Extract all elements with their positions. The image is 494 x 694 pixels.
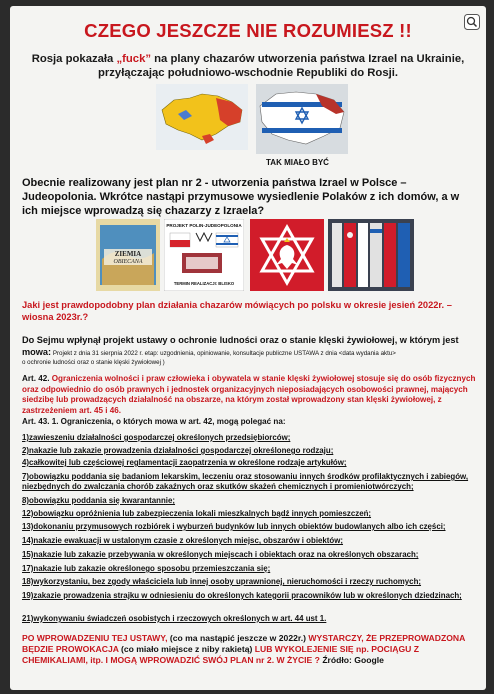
svg-text:TERMIN REALIZACJI: BLISKO: TERMIN REALIZACJI: BLISKO — [173, 281, 235, 286]
source-label: Źródło: Google — [322, 655, 384, 665]
ziemia-obiecana-book-image — [96, 219, 160, 291]
list-item: 17)nakazie lub zakazie określonego sposobu przemieszczania się; — [22, 564, 271, 573]
article-43-heading: Art. 43. 1. Ograniczenia, o których mowa w art. 42, mogą polegać na: — [22, 417, 286, 426]
list-item: 4)całkowitej lub częściowej reglamentacji zaopatrzenia w określone rodzaje artykułów; — [22, 458, 347, 467]
list-item: 8)obowiązku poddania się kwarantannie; — [22, 496, 176, 505]
book-title-line2: OBIECANA — [113, 259, 143, 265]
list-item: 1)zawieszeniu działalności gospodarczej określonych przedsiębiorców; — [22, 433, 291, 442]
list-item: 21)wykonywaniu świadczeń osobistych i rzeczowych określonych w art. 44 ust 1. — [22, 614, 327, 623]
list-item: 15)nakazie lub zakazie przebywania w określonych miejscach i obiektach oraz na określonych obszarach; — [22, 550, 419, 559]
sejm-small-note: o ochronie ludności oraz o stanie klęski żywiołowej ) — [22, 359, 165, 366]
page-title: CZEGO JESZCZE NIE ROZUMIESZ !! — [84, 20, 412, 41]
israel-flag-map-image — [256, 84, 348, 154]
question-heading: Jaki jest prawdopodobny plan działania chazarów mówiących po polsku w okresie jesień 2022r. – wiosna 2023r.? — [22, 300, 452, 322]
flyer-page — [10, 6, 486, 690]
map-caption: TAK MIAŁO BYĆ — [266, 158, 329, 167]
list-item: 18)wykorzystaniu, bez zgody właściciela lub innej osoby uprawnionej, nieruchomości i rzeczy ruchomych; — [22, 577, 422, 586]
subtitle: Rosja pokazała „fuck” na plany chazarów utworzenia państwa Izrael na Ukrainie, przyłączając południowo-wschodnie Republiki do Rosji. — [31, 53, 465, 79]
polin-project-poster-image — [164, 219, 244, 291]
article-42: Art. 42. Ograniczenia wolności i praw człowieka i obywatela w stanie klęski żywiołowej stosuje się do osób fizycznych oraz odpowiednio do osób prawnych i jednostek organizacyjnych nieposiadających osobowości prawnej, mających siedzibę lub prowadzących działalność na obszarze, na którym został wprowadzony stan klęski żywiołowej, z zastrzeżeniem art. 45 i 46. — [22, 374, 476, 415]
eagle-star-of-david-image — [250, 219, 324, 291]
list-item: 2)nakazie lub zakazie prowadzenia działalności gospodarczej określonego rodzaju; — [22, 446, 334, 455]
svg-text:PROJEKT POLIN-JUDEOPOLONIA: PROJEKT POLIN-JUDEOPOLONIA — [166, 223, 242, 228]
flags-image — [328, 219, 414, 291]
ukraine-map-image — [156, 84, 248, 150]
sejm-paragraph: Do Sejmu wpłynął projekt ustawy o ochronie ludności oraz o stanie klęski żywiołowej, w którym jest mowa: Projekt z dnia 31 sierpnia 2022 r. etap: uzgodnienia, opiniowanie, konsultacje publiczne USTAWA z dnia <data wydania aktu> — [22, 335, 459, 357]
list-item: 13)dokonaniu przymusowych rozbiórek i wyburzeń budynków lub innych obiektów budowlanych albo ich części; — [22, 522, 446, 531]
list-item: 19)zakazie prowadzenia strajku w odniesieniu do określonych kategorii pracowników lub w określonych dziedzinach; — [22, 591, 462, 600]
book-title-line1: ZIEMIA — [114, 250, 142, 258]
list-item: 7)obowiązku poddania się badaniom lekarskim, leczeniu oraz stosowaniu innych środków profilaktycznych i zabiegów, niezbędnych do zwalczania chorób zakaźnych oraz skutków skażeń chemicznych i promieniotwórczych; — [22, 472, 469, 492]
list-item: 12)obowiązku opróżnienia lub zabezpieczenia lokali mieszkalnych bądź innych pomieszczeń; — [22, 509, 372, 518]
list-item: 14)nakazie ewakuacji w ustalonym czasie z określonych miejsc, obszarów i obiektów; — [22, 536, 344, 545]
footer-warning: PO WPROWADZENIU TEJ USTAWY, (co ma nastąpić jeszcze w 2022r.) WYSTARCZY, ŻE PRZEPROWADZONA BĘDZIE PROWOKACJA (co miało miejsce z niby rakietą) LUB WYKOLEJENIE SIĘ np. POCIĄGU Z CHEMIKALIAMI, itp. I MOGĄ WPROWADZIĆ SWÓJ PLAN nr 2. W ŻYCIE ? Źródło: Google — [22, 633, 465, 665]
plan-paragraph: Obecnie realizowany jest plan nr 2 - utworzenia państwa Izrael w Polsce – Judeopolonia. Wkrótce nastąpi przymusowe wysiedlenie Polaków z ich domów, a w ich miejsce wprowadzą się chazarzy z Izraela? — [22, 177, 460, 217]
